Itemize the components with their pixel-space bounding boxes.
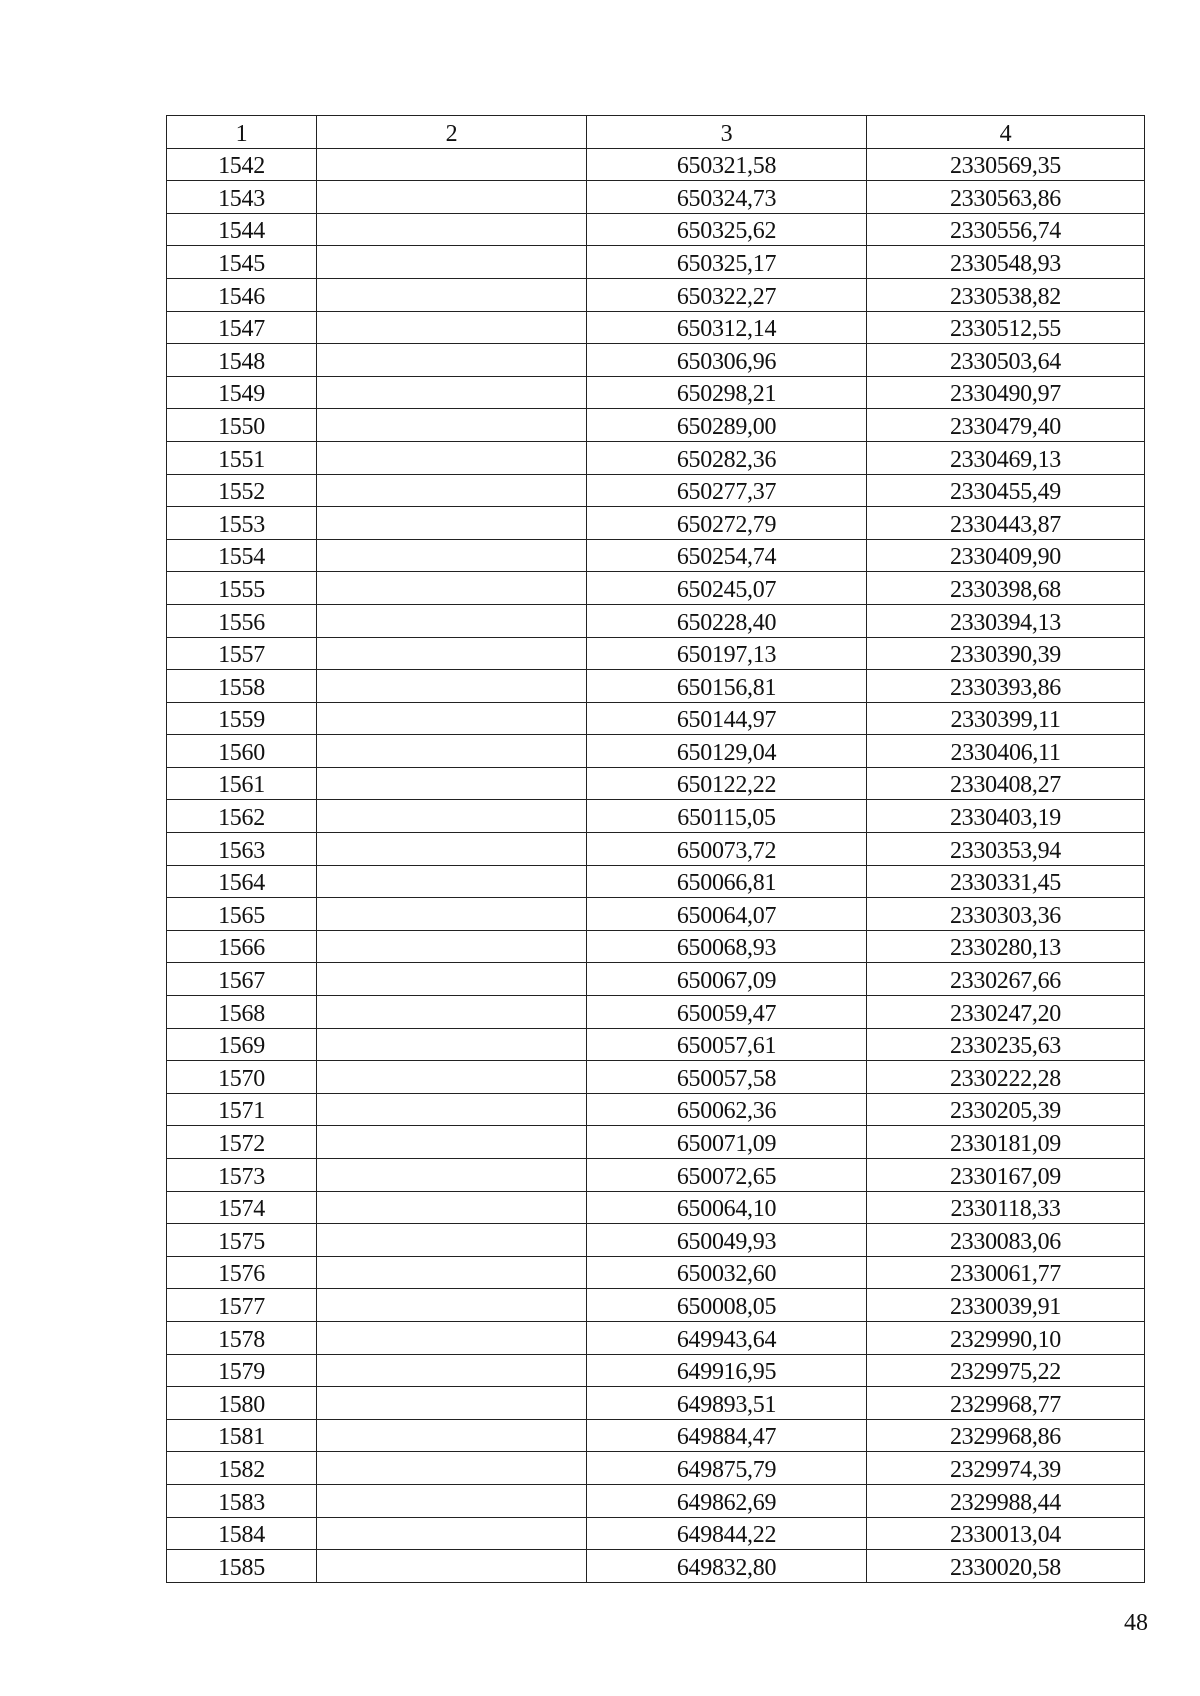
col-2-cell — [317, 409, 587, 442]
x-coordinate-cell: 650115,05 — [587, 800, 867, 833]
x-coordinate-cell: 650277,37 — [587, 474, 867, 507]
table-row — [167, 1484, 1145, 1517]
table-row — [167, 1126, 1145, 1159]
x-coordinate-cell: 650282,36 — [587, 441, 867, 474]
point-number-cell: 1556 — [167, 604, 317, 637]
y-coordinate-cell: 2330039,91 — [867, 1289, 1145, 1322]
point-number-cell: 1560 — [167, 735, 317, 768]
col-2-cell — [317, 1354, 587, 1387]
y-coordinate-cell: 2330394,13 — [867, 604, 1145, 637]
point-number-cell: 1585 — [167, 1550, 317, 1583]
col-2-cell — [317, 1321, 587, 1354]
col-2-cell — [317, 637, 587, 670]
point-number-cell: 1549 — [167, 376, 317, 409]
x-coordinate-cell: 650324,73 — [587, 181, 867, 214]
x-coordinate-cell: 650049,93 — [587, 1224, 867, 1257]
y-coordinate-cell: 2330083,06 — [867, 1224, 1145, 1257]
x-coordinate-cell: 649832,80 — [587, 1550, 867, 1583]
x-coordinate-cell: 650071,09 — [587, 1126, 867, 1159]
x-coordinate-cell: 650066,81 — [587, 865, 867, 898]
point-number-cell: 1581 — [167, 1419, 317, 1452]
point-number-cell: 1580 — [167, 1387, 317, 1420]
table-row — [167, 1452, 1145, 1485]
table-row — [167, 181, 1145, 214]
col-2-cell — [317, 1191, 587, 1224]
x-coordinate-cell: 650272,79 — [587, 507, 867, 540]
col-2-cell — [317, 833, 587, 866]
col-2-cell — [317, 213, 587, 246]
col-2-cell — [317, 311, 587, 344]
table-row — [167, 278, 1145, 311]
y-coordinate-cell: 2330403,19 — [867, 800, 1145, 833]
y-coordinate-cell: 2329988,44 — [867, 1484, 1145, 1517]
point-number-cell: 1555 — [167, 572, 317, 605]
x-coordinate-cell: 650322,27 — [587, 278, 867, 311]
x-coordinate-cell: 650067,09 — [587, 963, 867, 996]
table-row — [167, 474, 1145, 507]
col-2-cell — [317, 1224, 587, 1257]
x-coordinate-cell: 650245,07 — [587, 572, 867, 605]
table-row — [167, 1224, 1145, 1257]
col-2-cell — [317, 1517, 587, 1550]
y-coordinate-cell: 2329968,77 — [867, 1387, 1145, 1420]
table-row — [167, 670, 1145, 703]
table-row — [167, 865, 1145, 898]
col-2-cell — [317, 1387, 587, 1420]
x-coordinate-cell: 649844,22 — [587, 1517, 867, 1550]
point-number-cell: 1554 — [167, 539, 317, 572]
point-number-cell: 1566 — [167, 930, 317, 963]
point-number-cell: 1568 — [167, 996, 317, 1029]
y-coordinate-cell: 2330399,11 — [867, 702, 1145, 735]
point-number-cell: 1562 — [167, 800, 317, 833]
table-row — [167, 409, 1145, 442]
y-coordinate-cell: 2330118,33 — [867, 1191, 1145, 1224]
point-number-cell: 1561 — [167, 767, 317, 800]
x-coordinate-cell: 650325,62 — [587, 213, 867, 246]
col-2-cell — [317, 474, 587, 507]
x-coordinate-cell: 650072,65 — [587, 1159, 867, 1192]
col-2-cell — [317, 1452, 587, 1485]
point-number-cell: 1575 — [167, 1224, 317, 1257]
point-number-cell: 1548 — [167, 344, 317, 377]
table-row — [167, 1159, 1145, 1192]
col-2-cell — [317, 670, 587, 703]
x-coordinate-cell: 650122,22 — [587, 767, 867, 800]
table-row — [167, 1061, 1145, 1094]
col-2-cell — [317, 1126, 587, 1159]
x-coordinate-cell: 650032,60 — [587, 1256, 867, 1289]
x-coordinate-cell: 650289,00 — [587, 409, 867, 442]
y-coordinate-cell: 2330512,55 — [867, 311, 1145, 344]
point-number-cell: 1552 — [167, 474, 317, 507]
table-row — [167, 1419, 1145, 1452]
col-2-cell — [317, 246, 587, 279]
table-row — [167, 637, 1145, 670]
y-coordinate-cell: 2330538,82 — [867, 278, 1145, 311]
x-coordinate-cell: 650197,13 — [587, 637, 867, 670]
y-coordinate-cell: 2330393,86 — [867, 670, 1145, 703]
point-number-cell: 1557 — [167, 637, 317, 670]
x-coordinate-cell: 650254,74 — [587, 539, 867, 572]
y-coordinate-cell: 2330548,93 — [867, 246, 1145, 279]
table-row — [167, 996, 1145, 1029]
y-coordinate-cell: 2329974,39 — [867, 1452, 1145, 1485]
point-number-cell: 1578 — [167, 1321, 317, 1354]
table-row — [167, 833, 1145, 866]
x-coordinate-cell: 650057,61 — [587, 1028, 867, 1061]
point-number-cell: 1577 — [167, 1289, 317, 1322]
y-coordinate-cell: 2330303,36 — [867, 898, 1145, 931]
col-2-cell — [317, 278, 587, 311]
table-row — [167, 1517, 1145, 1550]
table-row — [167, 930, 1145, 963]
col-2-cell — [317, 963, 587, 996]
x-coordinate-cell: 650306,96 — [587, 344, 867, 377]
col-2-cell — [317, 930, 587, 963]
y-coordinate-cell: 2330181,09 — [867, 1126, 1145, 1159]
x-coordinate-cell: 649943,64 — [587, 1321, 867, 1354]
x-coordinate-cell: 650228,40 — [587, 604, 867, 637]
table-row — [167, 1256, 1145, 1289]
col-2-cell — [317, 1028, 587, 1061]
y-coordinate-cell: 2330563,86 — [867, 181, 1145, 214]
table-row — [167, 246, 1145, 279]
y-coordinate-cell: 2330556,74 — [867, 213, 1145, 246]
col-2-cell — [317, 148, 587, 181]
y-coordinate-cell: 2330247,20 — [867, 996, 1145, 1029]
col-2-cell — [317, 1419, 587, 1452]
x-coordinate-cell: 649884,47 — [587, 1419, 867, 1452]
col-2-cell — [317, 1550, 587, 1583]
table-row — [167, 507, 1145, 540]
col-2-cell — [317, 1093, 587, 1126]
col-2-cell — [317, 1159, 587, 1192]
point-number-cell: 1565 — [167, 898, 317, 931]
x-coordinate-cell: 650129,04 — [587, 735, 867, 768]
point-number-cell: 1543 — [167, 181, 317, 214]
point-number-cell: 1569 — [167, 1028, 317, 1061]
col-2-cell — [317, 539, 587, 572]
col-2-cell — [317, 898, 587, 931]
col-2-cell — [317, 376, 587, 409]
y-coordinate-cell: 2330235,63 — [867, 1028, 1145, 1061]
col-2-cell — [317, 507, 587, 540]
x-coordinate-cell: 649875,79 — [587, 1452, 867, 1485]
y-coordinate-cell: 2330353,94 — [867, 833, 1145, 866]
col-2-cell — [317, 604, 587, 637]
x-coordinate-cell: 650062,36 — [587, 1093, 867, 1126]
point-number-cell: 1573 — [167, 1159, 317, 1192]
y-coordinate-cell: 2330205,39 — [867, 1093, 1145, 1126]
table-row — [167, 1550, 1145, 1583]
y-coordinate-cell: 2330408,27 — [867, 767, 1145, 800]
table-row — [167, 963, 1145, 996]
x-coordinate-cell: 650059,47 — [587, 996, 867, 1029]
col-2-cell — [317, 1484, 587, 1517]
x-coordinate-cell: 650064,07 — [587, 898, 867, 931]
col-2-cell — [317, 996, 587, 1029]
coordinates-table — [166, 115, 1145, 1583]
y-coordinate-cell: 2330267,66 — [867, 963, 1145, 996]
table-row — [167, 800, 1145, 833]
y-coordinate-cell: 2330390,39 — [867, 637, 1145, 670]
point-number-cell: 1574 — [167, 1191, 317, 1224]
y-coordinate-cell: 2330406,11 — [867, 735, 1145, 768]
x-coordinate-cell: 650064,10 — [587, 1191, 867, 1224]
table-row — [167, 735, 1145, 768]
y-coordinate-cell: 2330167,09 — [867, 1159, 1145, 1192]
col-2-cell — [317, 344, 587, 377]
x-coordinate-cell: 649862,69 — [587, 1484, 867, 1517]
point-number-cell: 1544 — [167, 213, 317, 246]
point-number-cell: 1559 — [167, 702, 317, 735]
x-coordinate-cell: 649893,51 — [587, 1387, 867, 1420]
y-coordinate-cell: 2330280,13 — [867, 930, 1145, 963]
table-row — [167, 213, 1145, 246]
table-row — [167, 898, 1145, 931]
x-coordinate-cell: 650298,21 — [587, 376, 867, 409]
y-coordinate-cell: 2330469,13 — [867, 441, 1145, 474]
point-number-cell: 1545 — [167, 246, 317, 279]
point-number-cell: 1567 — [167, 963, 317, 996]
col-2-cell — [317, 1256, 587, 1289]
header-col-4: 4 — [867, 116, 1145, 149]
table-header — [167, 116, 1145, 149]
header-col-3: 3 — [587, 116, 867, 149]
header-col-2: 2 — [317, 116, 587, 149]
point-number-cell: 1563 — [167, 833, 317, 866]
x-coordinate-cell: 650156,81 — [587, 670, 867, 703]
table-row — [167, 1354, 1145, 1387]
point-number-cell: 1570 — [167, 1061, 317, 1094]
y-coordinate-cell: 2330490,97 — [867, 376, 1145, 409]
x-coordinate-cell: 650312,14 — [587, 311, 867, 344]
y-coordinate-cell: 2330569,35 — [867, 148, 1145, 181]
point-number-cell: 1558 — [167, 670, 317, 703]
point-number-cell: 1571 — [167, 1093, 317, 1126]
table-row — [167, 1387, 1145, 1420]
col-2-cell — [317, 735, 587, 768]
y-coordinate-cell: 2330331,45 — [867, 865, 1145, 898]
point-number-cell: 1550 — [167, 409, 317, 442]
table-row — [167, 376, 1145, 409]
point-number-cell: 1572 — [167, 1126, 317, 1159]
x-coordinate-cell: 649916,95 — [587, 1354, 867, 1387]
x-coordinate-cell: 650073,72 — [587, 833, 867, 866]
col-2-cell — [317, 800, 587, 833]
point-number-cell: 1551 — [167, 441, 317, 474]
y-coordinate-cell: 2330409,90 — [867, 539, 1145, 572]
col-2-cell — [317, 767, 587, 800]
col-2-cell — [317, 181, 587, 214]
y-coordinate-cell: 2330398,68 — [867, 572, 1145, 605]
y-coordinate-cell: 2330222,28 — [867, 1061, 1145, 1094]
table-row — [167, 604, 1145, 637]
col-2-cell — [317, 441, 587, 474]
point-number-cell: 1542 — [167, 148, 317, 181]
x-coordinate-cell: 650057,58 — [587, 1061, 867, 1094]
point-number-cell: 1576 — [167, 1256, 317, 1289]
x-coordinate-cell: 650068,93 — [587, 930, 867, 963]
header-row — [167, 116, 1145, 149]
col-2-cell — [317, 702, 587, 735]
table-body — [167, 148, 1145, 1582]
x-coordinate-cell: 650321,58 — [587, 148, 867, 181]
table-row — [167, 1289, 1145, 1322]
y-coordinate-cell: 2330479,40 — [867, 409, 1145, 442]
point-number-cell: 1583 — [167, 1484, 317, 1517]
y-coordinate-cell: 2330443,87 — [867, 507, 1145, 540]
x-coordinate-cell: 650008,05 — [587, 1289, 867, 1322]
y-coordinate-cell: 2330503,64 — [867, 344, 1145, 377]
point-number-cell: 1564 — [167, 865, 317, 898]
table-row — [167, 344, 1145, 377]
y-coordinate-cell: 2330020,58 — [867, 1550, 1145, 1583]
table-row — [167, 539, 1145, 572]
col-2-cell — [317, 1061, 587, 1094]
header-col-1: 1 — [167, 116, 317, 149]
table-row — [167, 1093, 1145, 1126]
table-row — [167, 1191, 1145, 1224]
point-number-cell: 1584 — [167, 1517, 317, 1550]
table-row — [167, 441, 1145, 474]
y-coordinate-cell: 2330455,49 — [867, 474, 1145, 507]
col-2-cell — [317, 572, 587, 605]
table-row — [167, 767, 1145, 800]
y-coordinate-cell: 2329975,22 — [867, 1354, 1145, 1387]
table-row — [167, 148, 1145, 181]
y-coordinate-cell: 2330013,04 — [867, 1517, 1145, 1550]
x-coordinate-cell: 650325,17 — [587, 246, 867, 279]
point-number-cell: 1553 — [167, 507, 317, 540]
y-coordinate-cell: 2329968,86 — [867, 1419, 1145, 1452]
point-number-cell: 1546 — [167, 278, 317, 311]
point-number-cell: 1579 — [167, 1354, 317, 1387]
table-row — [167, 1028, 1145, 1061]
point-number-cell: 1547 — [167, 311, 317, 344]
table-row — [167, 1321, 1145, 1354]
point-number-cell: 1582 — [167, 1452, 317, 1485]
table-row — [167, 311, 1145, 344]
table-row — [167, 572, 1145, 605]
y-coordinate-cell: 2330061,77 — [867, 1256, 1145, 1289]
y-coordinate-cell: 2329990,10 — [867, 1321, 1145, 1354]
x-coordinate-cell: 650144,97 — [587, 702, 867, 735]
col-2-cell — [317, 865, 587, 898]
col-2-cell — [317, 1289, 587, 1322]
table-row — [167, 702, 1145, 735]
page-number: 48 — [1124, 1610, 1148, 1636]
